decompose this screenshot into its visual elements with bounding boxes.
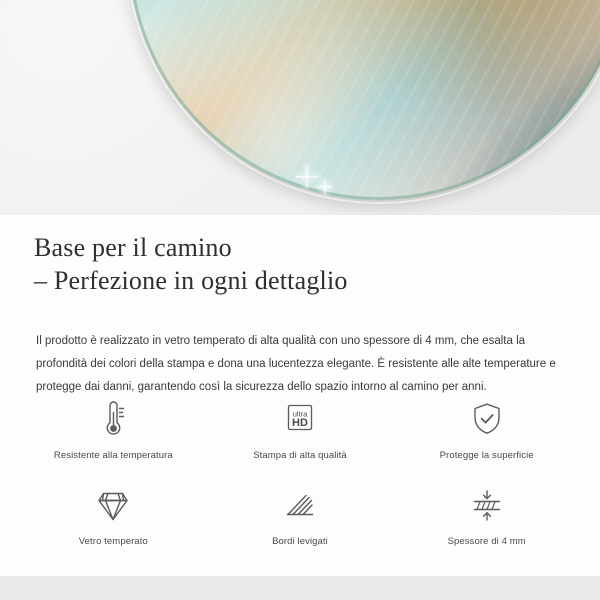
- feature-label: Vetro temperato: [78, 536, 148, 547]
- feature-label: Protegge la superficie: [439, 450, 534, 461]
- feature-item: [207, 484, 394, 556]
- polished-edges-icon: [279, 484, 321, 528]
- shield-check-icon: [467, 398, 507, 442]
- thickness-icon: [465, 484, 509, 528]
- feature-item: [20, 484, 207, 556]
- hero-image: [0, 0, 600, 215]
- feature-item: [20, 398, 207, 470]
- feature-item: [207, 398, 394, 470]
- feature-label: Stampa di alta qualità: [253, 450, 347, 461]
- headline-line-2: – Perfezione in ogni dettaglio: [34, 266, 348, 296]
- feature-label: Bordi levigati: [272, 536, 328, 547]
- thermometer-icon: [93, 398, 133, 442]
- page-title: [34, 231, 574, 298]
- feature-grid: [20, 398, 580, 556]
- product-description: Il prodotto è realizzato in vetro temperato di alta qualità con uno spessore di 4 mm, che esalta la profondità dei colori della stampa e dona una lucentezza elegante. È resistente alle alte temperature e protegge dai danni, garantendo così la sicurezza dello spazio intorno al camino per anni.: [36, 334, 556, 393]
- feature-item: [393, 398, 580, 470]
- headline-line-1: Base per il camino: [34, 233, 232, 262]
- ultra-hd-icon: [278, 398, 322, 442]
- footer-strip: [0, 576, 600, 600]
- feature-label: Resistente alla temperatura: [53, 450, 173, 461]
- feature-label: Spessore di 4 mm: [447, 536, 526, 547]
- svg-text:HD: HD: [292, 417, 308, 429]
- feature-item: [393, 484, 580, 556]
- diamond-icon: [91, 484, 135, 528]
- svg-text:ultra: ultra: [292, 409, 308, 419]
